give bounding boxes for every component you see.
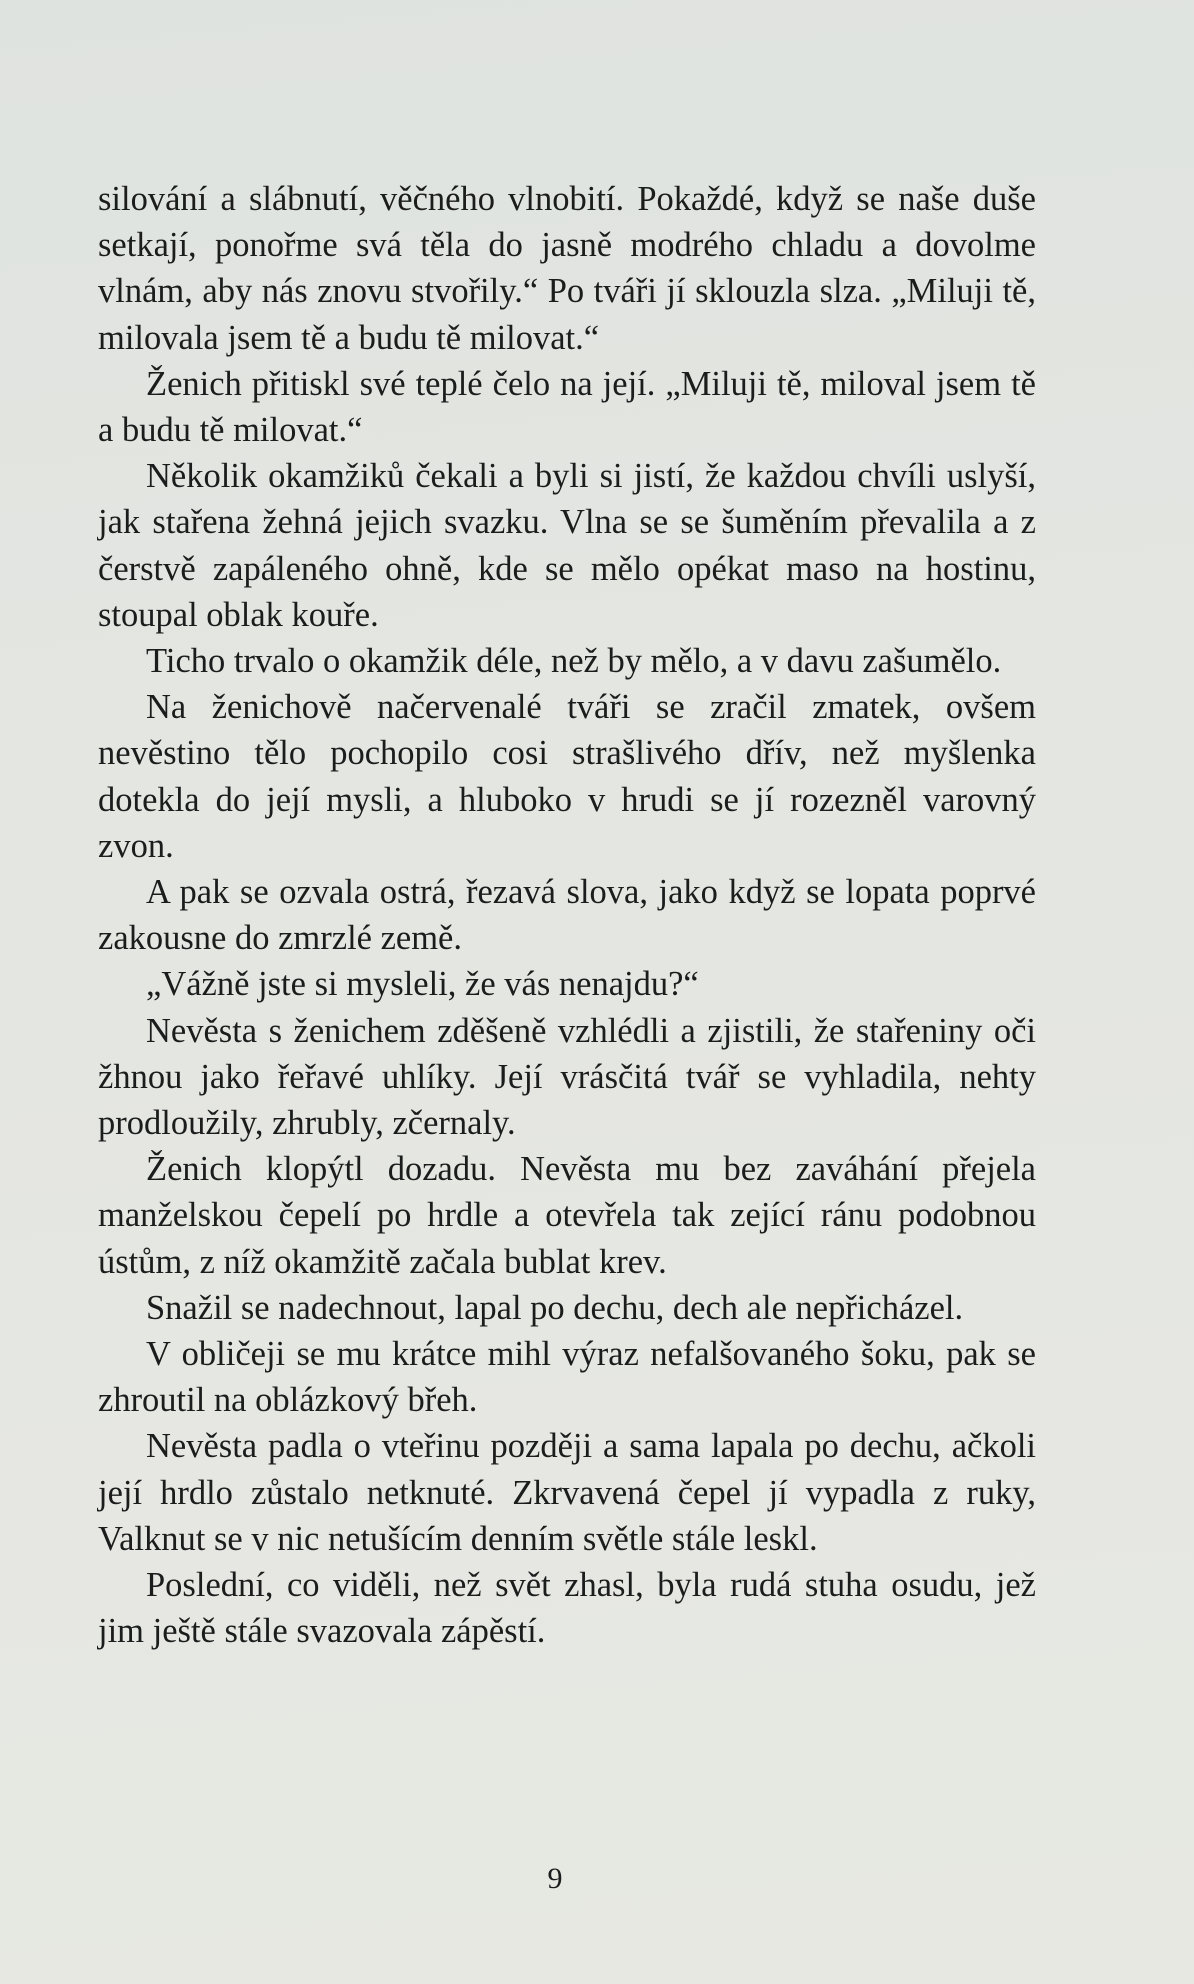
paragraph-6: A pak se ozvala ostrá, řezavá slova, jako když se lopata poprvé zakousne do zmrzlé země. <box>98 873 1036 958</box>
paragraph-13: Poslední, co viděli, než svět zhasl, byla rudá stuha osudu, jež jim ještě stále svazovala zápěstí. <box>98 1566 1036 1651</box>
body-text <box>98 176 1036 1655</box>
paragraph-8: Nevěsta s ženichem zděšeně vzhlédli a zjistili, že stařeniny oči žhnou jako řeřavé uhlíky. Její vrásčitá tvář se vyhladila, nehty prodloužily, zhrubly, zčernaly. <box>98 1011 1036 1143</box>
paragraph-2: Ženich přitiskl své teplé čelo na její. „Miluji tě, miloval jsem tě a budu tě milovat.“ <box>98 364 1036 450</box>
page-number: 9 <box>547 1862 563 1895</box>
paragraph-10: Snažil se nadechnout, lapal po dechu, dech ale nepřicházel. <box>146 1288 964 1327</box>
paragraph-9: Ženich klopýtl dozadu. Nevěsta mu bez zaváhání přejela manželskou čepelí po hrdle a otevřela tak zející ránu podobnou ústům, z níž okamžitě začala bublat krev. <box>98 1150 1036 1281</box>
paragraph-12: Nevěsta padla o vteřinu později a sama lapala po dechu, ačkoli její hrdlo zůstalo netknuté. Zkrvavená čepel jí vypadla z ruky, Valknut se v nic netušícím denním světle stále leskl. <box>98 1427 1036 1558</box>
paragraph-4: Ticho trvalo o okamžik déle, než by mělo, a v davu zašumělo. <box>146 642 1002 681</box>
paragraph-1: silování a slábnutí, věčného vlnobití. Pokaždé, když se naše duše setkají, ponořme svá těla do jasně modrého chladu a dovolme vlnám, aby nás znovu stvořily.“ Po tváři jí sklouzla slza. „Miluji tě, milovala jsem tě a budu tě milovat.“ <box>98 180 1036 357</box>
paragraph-11: V obličeji se mu krátce mihl výraz nefalšovaného šoku, pak se zhroutil na oblázkový břeh. <box>98 1335 1036 1420</box>
paragraph-5: Na ženichově načervenalé tváři se zračil zmatek, ovšem nevěstino tělo pochopilo cosi strašlivého dřív, než myšlenka dotekla do její mysli, a hluboko v hrudi se jí rozezněl varovný zvon. <box>98 688 1036 865</box>
paragraph-7: „Vážně jste si mysleli, že vás nenajdu?“ <box>146 965 699 1004</box>
paragraph-3: Několik okamžiků čekali a byli si jistí, že každou chvíli uslyší, jak stařena žehná jejich svazku. Vlna se se šuměním převalila a z čerstvě zapáleného ohně, kde se mělo opékat maso na hostinu, stoupal oblak kouře. <box>98 457 1036 634</box>
